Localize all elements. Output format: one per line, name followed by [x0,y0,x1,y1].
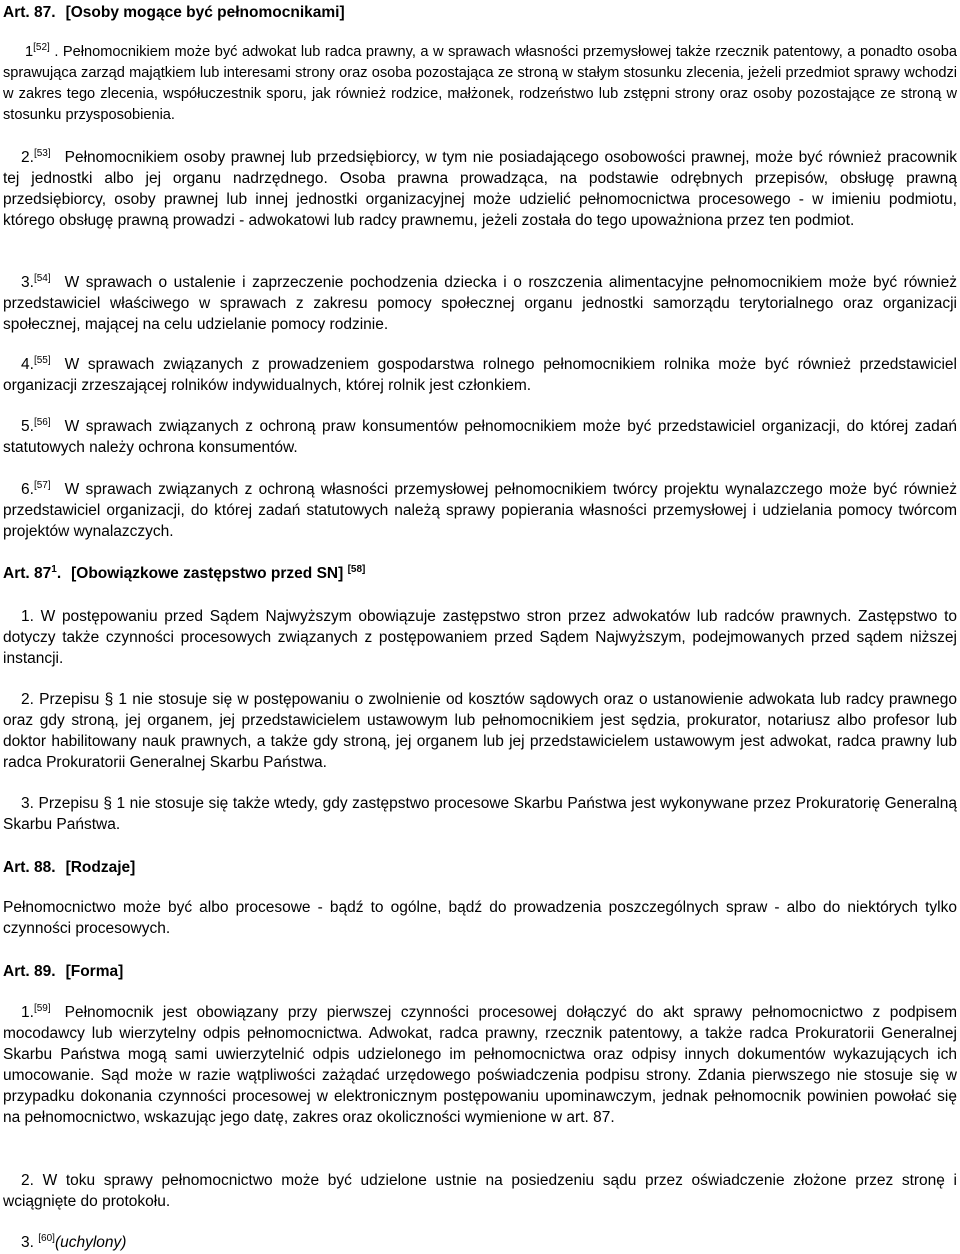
article-number: Art. 89. [3,963,56,980]
footnote-ref: [52] [33,42,50,53]
article-number: Art. 87. [3,4,56,21]
footnote-ref: [54] [33,273,51,284]
paragraph-text: Pełnomocnikiem osoby prawnej lub przedsiębiorcy, w tym nie posiadającego osobowości prawnej, może być również pracownik tej jednostki albo jej organu nadrzędnego. Osoba prawna prowadząca, na podstawie odrębnych przepisów, obsługę prawną przedsiębiorcy, osoby prawnej lub innej jednostki organizacyjnej może udzielić pełnomocnictwa procesowego - w imieniu podmiotu, którego obsługę prawną prowadzi - adwokatowi lub radcy prawnemu, jeżeli została do tego upoważniona przez ten podmiot. [3,149,957,229]
article-heading [3,858,135,878]
article-title: [Forma] [65,963,124,980]
paragraph-number: 3. [21,795,34,812]
article-heading [3,3,345,23]
article-title: [Rodzaje] [65,859,136,876]
paragraph-text: W sprawach związanych z ochroną praw konsumentów pełnomocnikiem może być przedstawiciel organizacji, do której zadań statutowych należy ochrona konsumentów. [3,418,957,456]
paragraph [3,479,957,542]
paragraph-text: W sprawach o ustalenie i zaprzeczenie pochodzenia dziecka i o roszczenia alimentacyjne pełnomocnikiem może być również przedstawiciel właściwego w sprawach z zakresu pomocy społecznej organu jednostki samorządu terytorialnego oraz organizacji społecznej, mającej na celu udzielanie pomocy rodzinie. [3,274,957,333]
paragraph-text: W sprawach związanych z prowadzeniem gospodarstwa rolnego pełnomocnikiem rolnika może być również przedstawiciel organizacji zrzeszającej rolników indywidualnych, której rolnik jest członkiem. [3,356,957,394]
paragraph [3,1232,957,1253]
paragraph-number: 2. [21,691,34,708]
paragraph [3,416,957,458]
paragraph-text: Przepisu § 1 nie stosuje się w postępowaniu o zwolnienie od kosztów sądowych oraz o ustanowienie adwokata lub radcy prawnego oraz gdy stroną, jej organem, jej przedstawicielem ustawowym lub pełnomocnikiem jest sędzia, prokurator, notariusz albo profesor lub doktor habilitowany nauk prawnych, a także gdy stroną, jej organem lub jej przedstawicielem ustawowym jest adwokat, radca prawny lub radca Prokuratorii Generalnej Skarbu Państwa. [3,691,957,771]
paragraph [3,606,957,669]
paragraph [3,272,957,335]
paragraph [3,147,957,231]
footnote-ref: [55] [33,355,51,366]
paragraph [3,1002,957,1128]
footnote-ref: [58] [347,564,366,575]
paragraph-number: 4.[55] [21,355,51,373]
paragraph-text: Przepisu § 1 nie stosuje się także wtedy, gdy zastępstwo procesowe Skarbu Państwa jest wykonywane przez Prokuratorię Generalną Skarbu Państwa. [3,795,957,833]
paragraph-number: 3.[54] [21,273,51,291]
article-title: [Obowiązkowe zastępstwo przed SN] [71,565,344,582]
paragraph [3,42,957,126]
article-number: Art. 88. [3,859,56,876]
paragraph [3,897,957,939]
footnote-ref: [60] [38,1233,55,1244]
paragraph [3,1170,957,1212]
paragraph-number: 2.[53] [21,148,51,166]
footnote-ref: [59] [33,1003,51,1014]
paragraph-text: (uchylony) [54,1234,127,1251]
paragraph-number: 1[52] [25,42,50,60]
footnote-ref: [53] [33,148,51,159]
paragraph-number: 6.[57] [21,480,51,498]
paragraph-number: 1.[59] [21,1003,51,1021]
article-heading [3,962,123,982]
paragraph-text: W toku sprawy pełnomocnictwo może być udzielone ustnie na posiedzeniu sądu przez oświadczenie złożone przez stronę i wciągnięte do protokołu. [3,1172,957,1210]
paragraph [3,354,957,396]
footnote-ref: [56] [33,417,51,428]
article-title: [Osoby mogące być pełnomocnikami] [65,4,345,21]
article-heading [3,564,365,584]
paragraph [3,793,957,835]
paragraph-text: Pełnomocnictwo może być albo procesowe - bądź to ogólne, bądź do prowadzenia poszczególnych spraw - albo do niektórych tylko czynności procesowych. [3,899,957,937]
paragraph [3,689,957,773]
paragraph-text: W sprawach związanych z ochroną własności przemysłowej pełnomocnikiem twórcy projektu wynalazczego może być również przedstawiciel organizacji, do której zadań statutowych należą sprawy popierania własności przemysłowej i udzielania pomocy twórcom projektów wynalazczych. [3,481,957,540]
paragraph-number: 5.[56] [21,417,51,435]
footnote-ref: [57] [33,480,51,491]
paragraph-number: 3. [60] [21,1233,55,1251]
paragraph-text: W postępowaniu przed Sądem Najwyższym obowiązuje zastępstwo stron przez adwokatów lub radców prawnych. Zastępstwo to dotyczy także czynności procesowych związanych z postępowaniem przed Sądem Najwyższym, podejmowanych przed sądem niższej instancji. [3,608,957,667]
article-number: Art. $87^1$. [3,564,62,582]
paragraph-number: 2. [21,1172,34,1189]
paragraph-text: Pełnomocnik jest obowiązany przy pierwszej czynności procesowej dołączyć do akt sprawy pełnomocnictwo z podpisem mocodawcy lub wierzytelny odpis pełnomocnictwa. Adwokat, radca prawny, rzecznik patentowy, a także radca Prokuratorii Generalnej Skarbu Państwa mogą sami uwierzytelnić odpis udzielonego im pełnomocnictwa oraz odpisy innych dokumentów wykazujących ich umocowanie. Sąd może w razie wątpliwości zażądać urzędowego poświadczenia podpisu strony. Zdania pierwszego nie stosuje się w przypadku dokonania czynności procesowej w elektronicznym postępowaniu upominawczym, jednak pełnomocnik powinien powołać się na pełnomocnictwo, wskazując jego datę, zakres oraz okoliczności wymienione w art. 87. [3,1004,957,1126]
paragraph-text: . Pełnomocnikiem może być adwokat lub radca prawny, a w sprawach własności przemysłowej także rzecznik patentowy, a ponadto osoba sprawująca zarząd majątkiem lub interesami strony oraz osoba pozostająca ze stroną w stałym stosunku zlecenia, jeżeli przedmiot sprawy wchodzi w zakres tego zlecenia, współuczestnik sporu, jak również rodzice, małżonek, rodzeństwo lub zstępni strony oraz osoby pozostające ze stroną w stosunku przysposobienia. [3,44,957,123]
paragraph-number: 1. [21,608,34,625]
